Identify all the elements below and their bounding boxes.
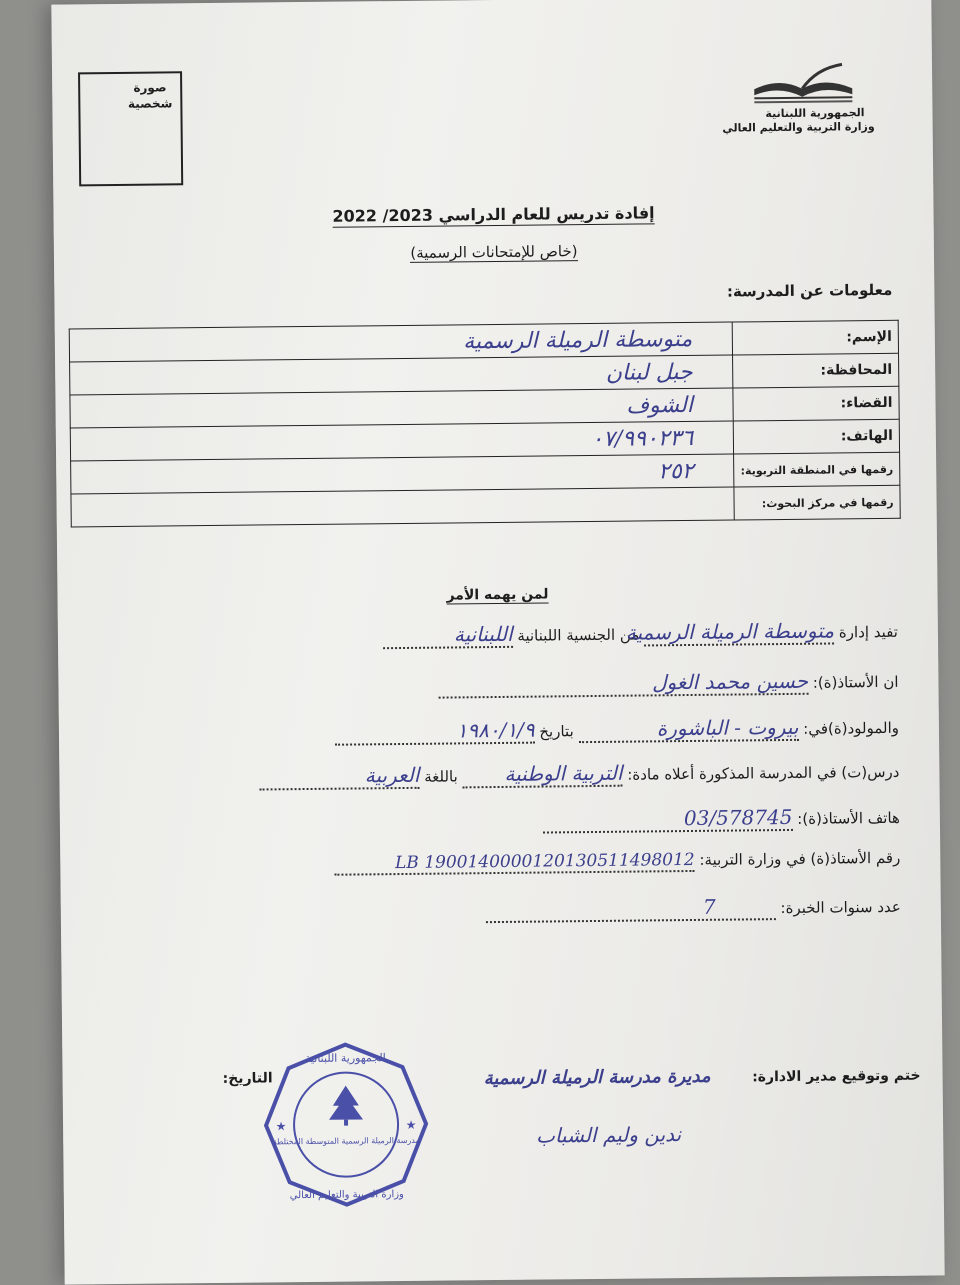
body-line-1 [118, 618, 898, 652]
l5-phone: 03/578745 [683, 804, 793, 831]
document-title [53, 200, 933, 228]
l3-place: بيروت - الباشورة [656, 714, 799, 741]
sign-label: ختم وتوقيع مدير الادارة: [752, 1067, 921, 1086]
l3-mid: بتاريخ [539, 722, 574, 741]
row-value: متوسطة الرميلة الرسمية [69, 322, 733, 362]
row-value: ٢٥٢ [71, 454, 735, 494]
row-label: رقمها في المنطقة التربوية: [734, 452, 900, 487]
org-line2: وزارة التربية والتعليم العالي [722, 120, 875, 135]
l4-subject: التربية الوطنية [504, 760, 623, 786]
stamp-star: ★ [275, 1119, 287, 1134]
photo-label [128, 79, 173, 111]
row-value: ٠٧/٩٩٠٢٣٦ [70, 421, 734, 461]
row-label: الهاتف: [734, 419, 900, 454]
l7-years: 7 [702, 894, 716, 919]
dots [438, 669, 808, 699]
l2-name: حسين محمد الغول [651, 668, 809, 695]
signer-title: مديرة مدرسة الرميلة الرسمية [483, 1065, 711, 1090]
dots [335, 850, 695, 876]
body-line-4 [119, 758, 899, 792]
date-label: التاريخ: [222, 1070, 273, 1087]
row-value: الشوف [70, 388, 734, 428]
l6-prefix: رقم الأستاذ(ة) في وزارة التربية: [699, 848, 901, 869]
l1-mid: من الجنسية اللبنانية [517, 625, 640, 645]
l2-prefix: ان الأستاذ(ة): [812, 672, 899, 692]
l3-date: ١٩٨٠/١/٩ [456, 717, 535, 743]
l4-mid: باللغة [424, 767, 458, 786]
l6-number: LB 1900140000120130511498012 [394, 849, 695, 874]
body-line-7 [121, 893, 901, 927]
row-label: رقمها في مركز البحوث: [734, 485, 900, 520]
l7-prefix: عدد سنوات الخبرة: [780, 897, 901, 918]
official-stamp [260, 1039, 432, 1211]
subtitle-text: (خاص للإمتحانات الرسمية) [410, 242, 578, 262]
l4-language: العربية [364, 762, 420, 788]
cedar-icon [329, 1085, 363, 1119]
stamp-star: ★ [405, 1117, 417, 1132]
row-value: جبل لبنان [70, 355, 734, 395]
l5-prefix: هاتف الأستاذ(ة): [797, 808, 900, 828]
l4-prefix: درس(ت) في المدرسة المذكورة أعلاه مادة: [627, 762, 900, 784]
row-value [71, 487, 735, 527]
body-line-6 [120, 848, 900, 878]
photo-label-line2: شخصية [127, 96, 173, 111]
to-whom-heading [57, 582, 937, 607]
row-label: المحافظة: [733, 353, 899, 388]
school-info-table [69, 320, 901, 528]
dots [542, 805, 792, 834]
dots [462, 761, 622, 789]
dots [382, 622, 512, 649]
dots [259, 763, 419, 791]
dots [578, 715, 798, 743]
stamp-text-top: الجمهورية اللبنانية [304, 1051, 386, 1066]
body-line-3 [119, 714, 899, 748]
ministry-logo [724, 58, 875, 140]
document-page [51, 0, 944, 1285]
document-subtitle [54, 238, 934, 265]
l1-prefix: تفيد إدارة [838, 622, 899, 642]
book-icon [724, 58, 874, 106]
l1-nationality: اللبنانية [453, 621, 513, 647]
org-line1: الجمهورية اللبنانية [765, 106, 865, 121]
school-info-heading: معلومات عن المدرسة: [726, 280, 893, 301]
photo-box [78, 71, 183, 186]
row-label: القضاء: [733, 386, 899, 421]
signer-name: ندين وليم الشباب [535, 1122, 682, 1148]
row-label: الإسم: [733, 320, 899, 355]
dots [625, 618, 835, 646]
body-line-5 [120, 804, 900, 838]
title-text: إفادة تدريس للعام الدراسي 2023/ 2022 [332, 203, 655, 226]
dots [486, 894, 776, 923]
stamp-text-center: مدرسة الرميلة الرسمية المتوسطة المختلطة [272, 1135, 420, 1147]
photo-label-line1: صورة [133, 80, 167, 95]
l3-prefix: والمولود(ة)في: [803, 718, 900, 738]
to-whom-text: لمن يهمه الأمر [446, 586, 549, 604]
stamp-graphic [260, 1039, 432, 1211]
stamp-text-bottom: وزارة التربية والتعليم العالي [289, 1189, 404, 1202]
l1-school: متوسطة الرميلة الرسمية [625, 618, 835, 645]
body-line-2 [118, 668, 898, 702]
dots [334, 718, 534, 746]
